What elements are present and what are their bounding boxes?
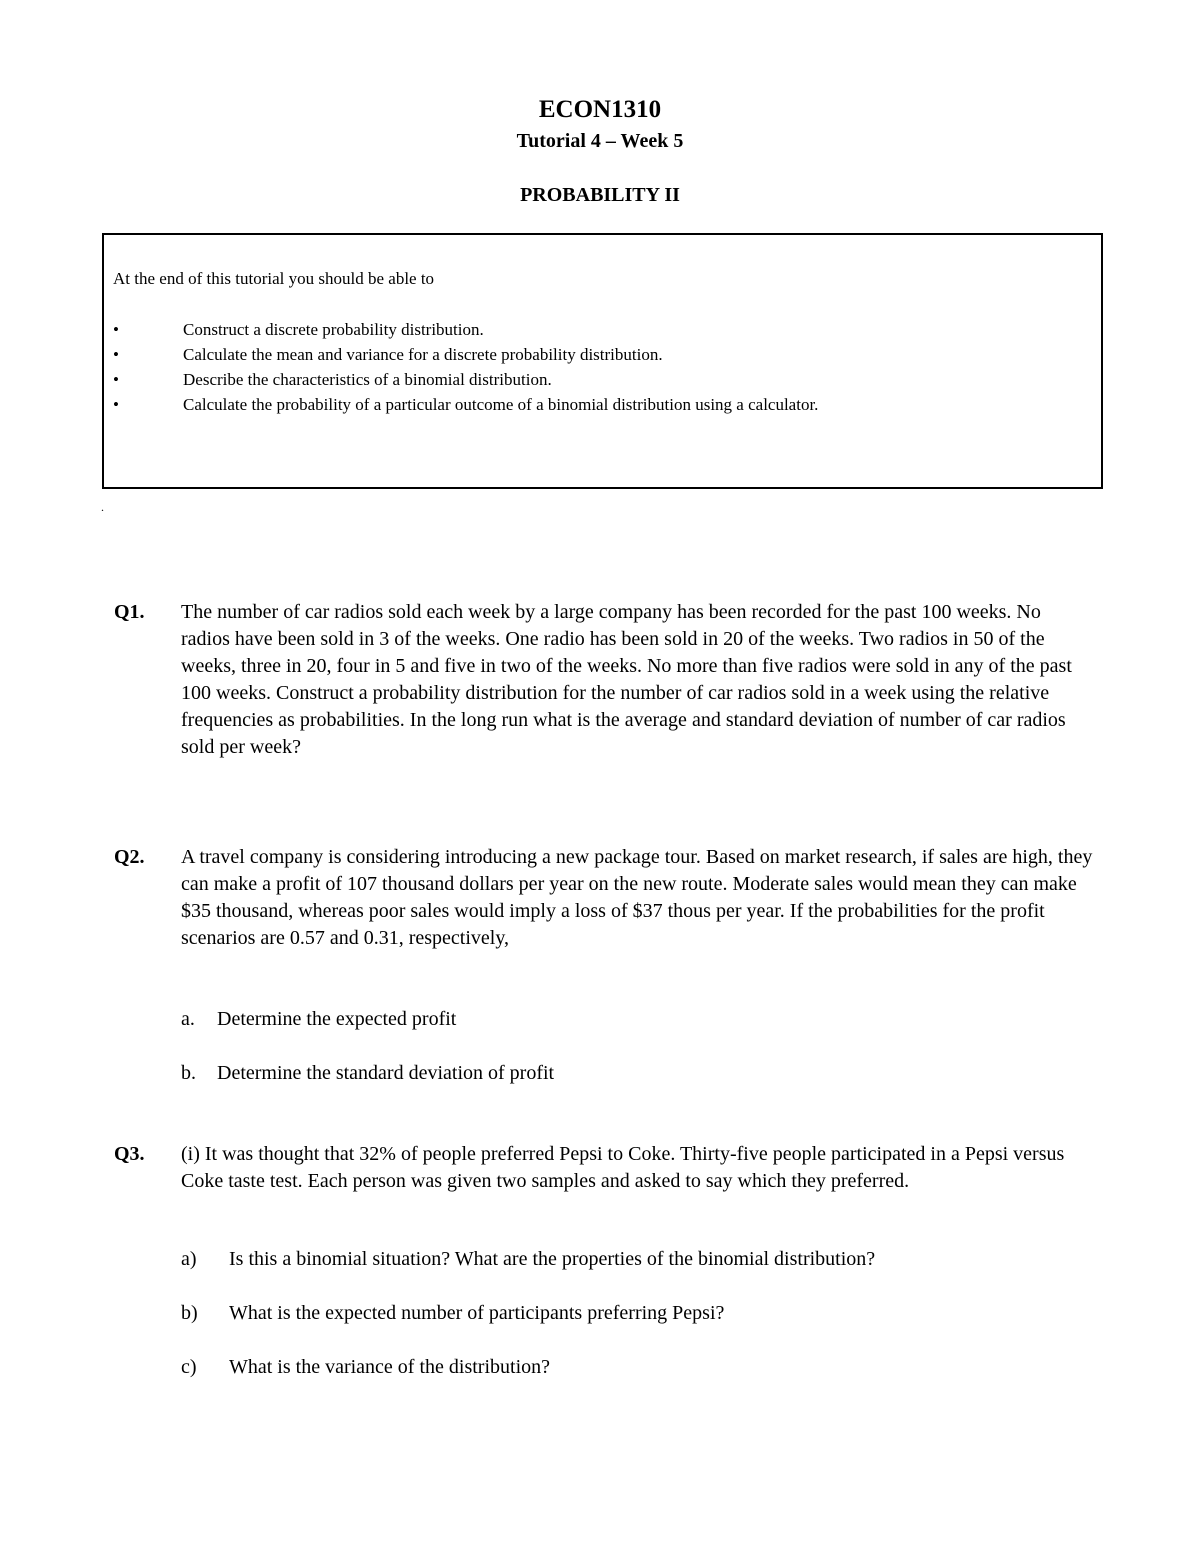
question-text: The number of car radios sold each week by a large company has been recorded for the past 100 weeks. No radios have been sold in 3 of the weeks. One radio has been sold in 20 of the weeks. Two radios in 50 of the weeks, three in 20, four in 5 and five in two of the weeks. No more than five radios were sold in any of the past 100 weeks. Construct a probability distribution for the number of car radios sold in a week using the relative frequencies as probabilities. In the long run what is the average and standard deviation of number of car radios sold per week? (181, 601, 1072, 758)
learning-objectives-box (102, 233, 1103, 489)
objective-text: Calculate the mean and variance for a discrete probability distribution. (183, 345, 663, 364)
question-text: A travel company is considering introducing a new package tour. Based on market research, if sales are high, they can make a profit of 107 thousand dollars per year on the new route. Moderate sales would mean they can make $35 thousand, whereas poor sales would imply a loss of $37 thous per year. If the probabilities for the profit scenarios are 0.57 and 0.31, respectively, (181, 846, 1093, 949)
bullet-icon: • (113, 320, 119, 339)
topic-title: PROBABILITY II (520, 184, 680, 206)
bullet-icon: • (113, 395, 119, 414)
question-label: Q1. (114, 601, 145, 623)
objective-item (113, 392, 818, 417)
question-2 (114, 844, 1094, 984)
course-code: ECON1310 (538, 96, 662, 123)
stray-mark: . (101, 500, 104, 514)
bullet-icon: • (113, 345, 119, 364)
part-text: What is the variance of the distribution? (229, 1356, 551, 1378)
part-mark: b. (181, 1062, 196, 1084)
part-mark: a) (181, 1248, 197, 1270)
objectives-intro: At the end of this tutorial you should be able to (113, 269, 435, 288)
question-3 (114, 1141, 1094, 1231)
tutorial-subtitle: Tutorial 4 – Week 5 (516, 130, 684, 152)
objective-item (113, 367, 818, 392)
question-label: Q3. (114, 1143, 145, 1165)
objective-text: Calculate the probability of a particular outcome of a binomial distribution using a calculator. (183, 395, 819, 414)
part-text: What is the expected number of participants preferring Pepsi? (229, 1302, 725, 1324)
part-text: Is this a binomial situation? What are the properties of the binomial distribution? (229, 1248, 876, 1270)
question-label: Q2. (114, 846, 145, 868)
bullet-icon: • (113, 370, 119, 389)
question-1 (114, 599, 1094, 769)
part-text: Determine the expected profit (217, 1008, 457, 1030)
part-mark: c) (181, 1356, 197, 1378)
objective-item (113, 317, 818, 342)
objective-text: Construct a discrete probability distribution. (183, 320, 484, 339)
objective-item (113, 342, 818, 367)
objectives-list (113, 317, 818, 417)
objective-text: Describe the characteristics of a binomial distribution. (183, 370, 552, 389)
part-text: Determine the standard deviation of profit (217, 1062, 555, 1084)
part-mark: b) (181, 1302, 198, 1324)
part-mark: a. (181, 1008, 195, 1030)
question-text: (i) It was thought that 32% of people preferred Pepsi to Coke. Thirty-five people participated in a Pepsi versus Coke taste test. Each person was given two samples and asked to say which they preferred. (181, 1143, 1065, 1192)
